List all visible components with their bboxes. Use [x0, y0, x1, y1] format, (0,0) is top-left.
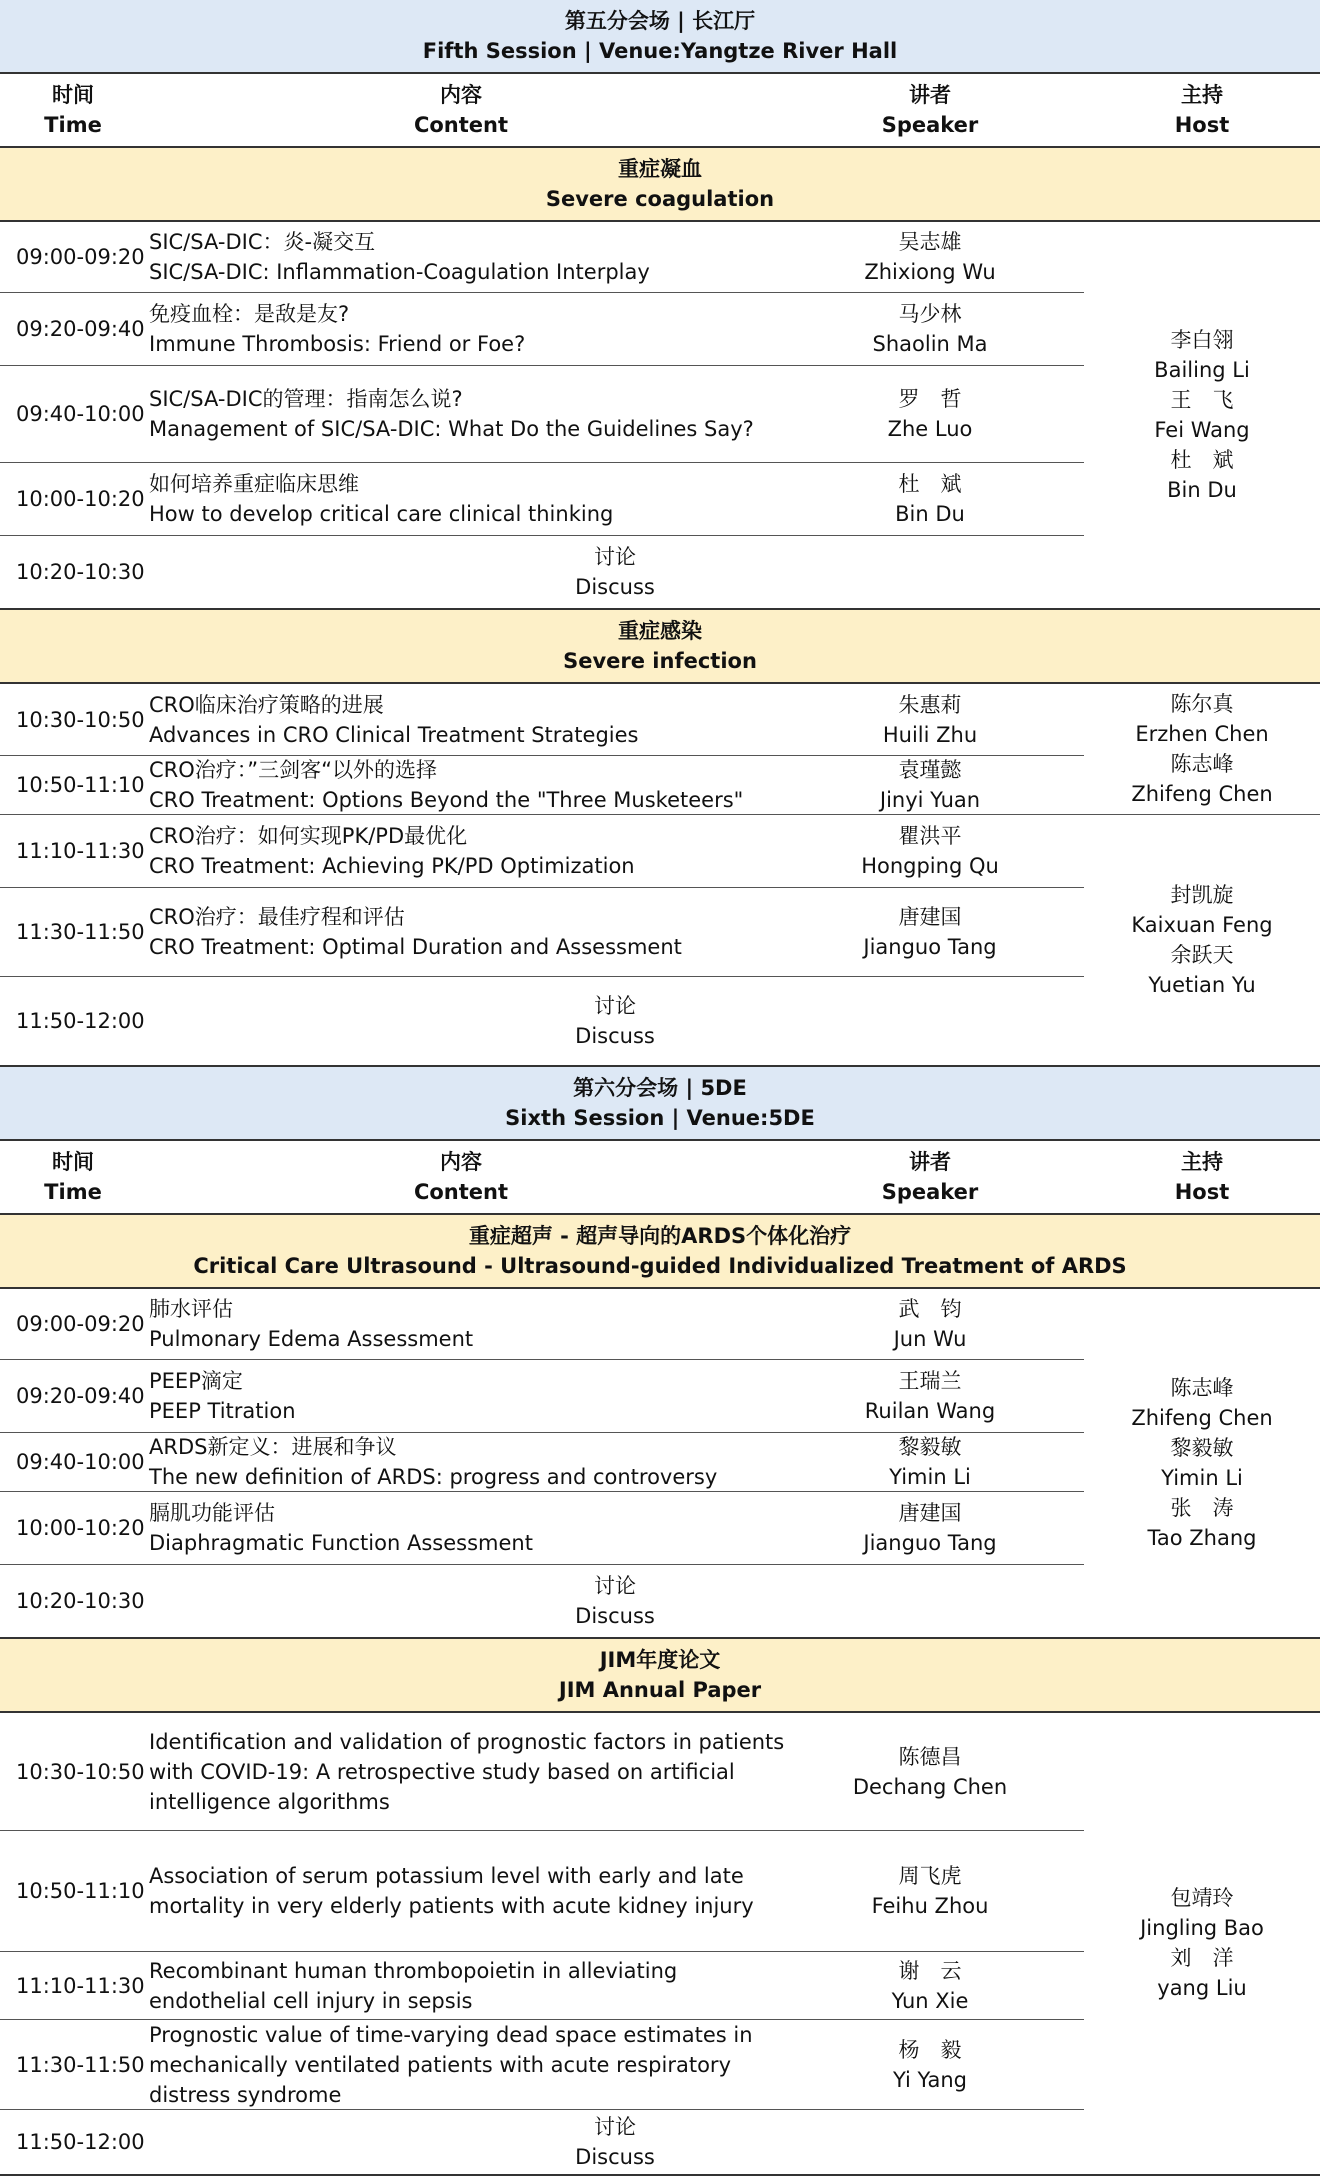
header-host — [1084, 1141, 1320, 1213]
time-text: 09:00-09:20 — [16, 1312, 145, 1336]
header-host-zh: 主持 — [1181, 1150, 1223, 1174]
content-zh: ARDS新定义：进展和争议 — [149, 1435, 397, 1459]
discuss-zh: 讨论 — [594, 2115, 636, 2139]
content-zh: CRO临床治疗策略的进展 — [149, 692, 384, 717]
content-en: Immune Thrombosis: Friend or Foe? — [149, 332, 526, 356]
speaker-en: Zhixiong Wu — [864, 260, 996, 284]
time-text: 11:50-12:00 — [16, 1009, 145, 1033]
header-time — [0, 74, 146, 146]
content-en: Management of SIC/SA-DIC: What Do the Guidelines Say? — [149, 417, 754, 441]
time-text: 09:40-10:00 — [16, 1450, 145, 1474]
content-cell — [149, 1952, 789, 2019]
content-line: Recombinant human thrombopoietin in alleviating — [149, 1958, 678, 1983]
host-name: Yimin Li — [1161, 1466, 1243, 1490]
header-host-zh: 主持 — [1181, 83, 1223, 107]
content-en: CRO Treatment: Optimal Duration and Assessment — [149, 935, 682, 959]
section-title-zh: 重症感染 — [618, 619, 702, 643]
host-name: Bin Du — [1167, 478, 1237, 502]
host-name: 包靖玲 — [1170, 1886, 1234, 1910]
speaker-en: Bin Du — [895, 502, 965, 526]
time-cell — [16, 463, 146, 535]
speaker-en: Dechang Chen — [852, 1774, 1008, 1799]
speaker-zh: 武 钧 — [898, 1297, 962, 1321]
speaker-en: Zhe Luo — [887, 417, 973, 441]
time-cell — [16, 2020, 146, 2109]
time-cell — [16, 536, 146, 608]
content-zh: 肺水评估 — [149, 1297, 233, 1321]
speaker-zh: 杜 斌 — [898, 472, 962, 496]
header-speaker-zh: 讲者 — [909, 83, 951, 107]
content-cell — [149, 815, 789, 887]
speaker-en: Yun Xie — [891, 1988, 969, 2013]
speaker-zh: 袁瑾懿 — [898, 758, 962, 782]
host-name: Kaixuan Feng — [1131, 913, 1273, 937]
host-name: 张 涛 — [1170, 1496, 1234, 1520]
sixth-session-title-zh: 第六分会场 | 5DE — [573, 1076, 747, 1100]
discuss-zh: 讨论 — [594, 1574, 636, 1598]
host-name: Zhifeng Chen — [1131, 1406, 1273, 1430]
discuss-en: Discuss — [575, 1024, 655, 1048]
host-name: 封凯旋 — [1170, 883, 1234, 907]
content-cell — [149, 684, 789, 755]
time-text: 10:20-10:30 — [16, 1589, 145, 1613]
host-name: 王 飞 — [1170, 388, 1234, 412]
header-speaker — [776, 74, 1084, 146]
content-en: Advances in CRO Clinical Treatment Strategies — [149, 722, 639, 747]
content-line: with COVID-19: A retrospective study based on artificial — [149, 1759, 735, 1784]
host-name: Bailing Li — [1154, 358, 1250, 382]
content-line: Prognostic value of time-varying dead space estimates in — [149, 2022, 753, 2047]
speaker-cell — [776, 222, 1084, 292]
speaker-en: Jun Wu — [893, 1327, 967, 1351]
discuss-cell — [146, 1565, 1084, 1637]
speaker-cell — [776, 1492, 1084, 1564]
time-cell — [16, 756, 146, 814]
time-cell — [16, 1831, 146, 1951]
time-text: 11:30-11:50 — [16, 920, 145, 944]
content-en: CRO Treatment: Options Beyond the "Three Musketeers" — [149, 788, 744, 812]
content-zh: 如何培养重症临床思维 — [149, 472, 359, 496]
section-title-en: JIM Annual Paper — [558, 1678, 762, 1702]
content-en: CRO Treatment: Achieving PK/PD Optimization — [149, 854, 635, 878]
speaker-zh: 周飞虎 — [898, 1864, 962, 1888]
host-name: Jingling Bao — [1140, 1916, 1264, 1940]
speaker-zh: 吴志雄 — [898, 230, 962, 254]
section-title-en: Severe coagulation — [545, 187, 775, 211]
content-en: PEEP Titration — [149, 1399, 296, 1423]
speaker-en: Hongping Qu — [861, 854, 999, 878]
content-line: mortality in very elderly patients with acute kidney injury — [149, 1894, 754, 1918]
section-title-en: Critical Care Ultrasound - Ultrasound-guided Individualized Treatment of ARDS — [193, 1254, 1127, 1278]
discuss-en: Discuss — [575, 575, 655, 599]
section-header-jim-paper — [0, 1639, 1320, 1711]
discuss-en: Discuss — [575, 2145, 655, 2169]
host-name: 陈志峰 — [1170, 752, 1234, 776]
content-cell — [149, 1433, 789, 1491]
fifth-session-title-en: Fifth Session | Venue:Yangtze River Hall — [422, 39, 898, 63]
content-zh: 膈肌功能评估 — [149, 1501, 275, 1525]
time-text: 10:00-10:20 — [16, 487, 145, 511]
speaker-en: Feihu Zhou — [871, 1894, 989, 1918]
time-text: 10:20-10:30 — [16, 560, 145, 584]
host-name: 陈尔真 — [1170, 692, 1234, 716]
header-speaker-en: Speaker — [881, 113, 979, 137]
content-zh: SIC/SA-DIC：炎-凝交互 — [149, 230, 376, 254]
time-cell — [16, 1289, 146, 1359]
header-content-zh: 内容 — [440, 83, 482, 107]
speaker-cell — [776, 2020, 1084, 2109]
time-text: 10:30-10:50 — [16, 1759, 145, 1784]
header-content-en: Content — [413, 1180, 509, 1204]
speaker-cell — [776, 684, 1084, 755]
host-name: 李白翎 — [1170, 328, 1234, 352]
header-host-en: Host — [1174, 1180, 1230, 1204]
speaker-cell — [776, 1433, 1084, 1491]
discuss-cell — [146, 536, 1084, 608]
header-time-en: Time — [44, 1180, 102, 1204]
time-cell — [16, 1713, 146, 1830]
content-zh: CRO治疗：”三剑客“以外的选择 — [149, 758, 438, 782]
content-cell — [149, 888, 789, 976]
speaker-zh: 瞿洪平 — [898, 824, 962, 848]
time-text: 11:10-11:30 — [16, 839, 145, 863]
time-cell — [16, 366, 146, 462]
speaker-zh: 谢 云 — [898, 1958, 962, 1983]
content-en: SIC/SA-DIC: Inflammation-Coagulation Interplay — [149, 260, 650, 284]
speaker-zh: 黎毅敏 — [898, 1435, 962, 1459]
speaker-zh: 罗 哲 — [898, 387, 962, 411]
time-cell — [16, 222, 146, 292]
host-name: yang Liu — [1157, 1976, 1247, 2000]
speaker-en: Yi Yang — [892, 2067, 968, 2092]
content-line: distress syndrome — [149, 2082, 342, 2107]
host-name: Yuetian Yu — [1148, 973, 1256, 997]
speaker-zh: 陈德昌 — [898, 1744, 962, 1769]
time-cell — [16, 1433, 146, 1491]
speaker-zh: 王瑞兰 — [898, 1369, 962, 1393]
header-content — [146, 74, 776, 146]
header-speaker-zh: 讲者 — [909, 1150, 951, 1174]
time-text: 10:00-10:20 — [16, 1516, 145, 1540]
speaker-en: Jinyi Yuan — [879, 788, 981, 812]
time-text: 11:50-12:00 — [16, 2130, 145, 2154]
header-content-zh: 内容 — [440, 1150, 482, 1174]
time-text: 09:20-09:40 — [16, 1384, 145, 1408]
section-title-zh: 重症凝血 — [618, 157, 702, 181]
header-host-en: Host — [1174, 113, 1230, 137]
content-cell — [149, 222, 789, 292]
speaker-cell — [776, 815, 1084, 887]
host-name: Fei Wang — [1154, 418, 1250, 442]
section-title-zh: JIM年度论文 — [599, 1648, 721, 1672]
header-content-en: Content — [413, 113, 509, 137]
sixth-session-header — [0, 1067, 1320, 1139]
time-text: 09:40-10:00 — [16, 402, 145, 426]
content-line: mechanically ventilated patients with acute respiratory — [149, 2052, 731, 2077]
time-text: 10:50-11:10 — [16, 773, 145, 797]
content-en: Diaphragmatic Function Assessment — [149, 1531, 533, 1555]
time-text: 11:30-11:50 — [16, 2052, 145, 2077]
speaker-en: Huili Zhu — [882, 722, 978, 747]
section-title-zh: 重症超声 - 超声导向的ARDS个体化治疗 — [468, 1224, 852, 1248]
content-zh: CRO治疗：如何实现PK/PD最优化 — [149, 824, 468, 848]
time-text: 10:30-10:50 — [16, 707, 145, 732]
content-cell — [149, 756, 789, 814]
speaker-cell — [776, 1289, 1084, 1359]
host-name: Tao Zhang — [1147, 1526, 1257, 1550]
header-speaker — [776, 1141, 1084, 1213]
time-cell — [16, 1360, 146, 1432]
content-zh: SIC/SA-DIC的管理：指南怎么说? — [149, 387, 463, 411]
host-name: 黎毅敏 — [1170, 1436, 1234, 1460]
discuss-zh: 讨论 — [594, 994, 636, 1018]
discuss-zh: 讨论 — [594, 545, 636, 569]
content-cell — [149, 1289, 789, 1359]
speaker-zh: 朱惠莉 — [898, 692, 962, 717]
time-cell — [16, 293, 146, 365]
host-cell — [1084, 684, 1320, 814]
speaker-en: Yimin Li — [889, 1465, 971, 1489]
time-cell — [16, 888, 146, 976]
host-name: Zhifeng Chen — [1131, 782, 1273, 806]
time-text: 09:00-09:20 — [16, 245, 145, 269]
speaker-en: Ruilan Wang — [864, 1399, 996, 1423]
header-time — [0, 1141, 146, 1213]
content-en: The new definition of ARDS: progress and controversy — [149, 1465, 718, 1489]
speaker-en: Shaolin Ma — [872, 332, 988, 356]
content-line: intelligence algorithms — [149, 1789, 390, 1814]
content-cell — [149, 2020, 789, 2109]
speaker-cell — [776, 756, 1084, 814]
section-title-en: Severe infection — [563, 649, 757, 673]
host-name: Erzhen Chen — [1135, 722, 1269, 746]
header-time-en: Time — [44, 113, 102, 137]
content-cell — [149, 293, 789, 365]
time-cell — [16, 2110, 146, 2174]
fifth-session-title-zh: 第五分会场 | 长江厅 — [564, 9, 756, 33]
header-time-zh: 时间 — [52, 1150, 94, 1174]
speaker-cell — [776, 1831, 1084, 1951]
header-time-zh: 时间 — [52, 83, 94, 107]
time-cell — [16, 1952, 146, 2019]
content-zh: PEEP滴定 — [149, 1369, 243, 1393]
content-cell — [149, 1713, 789, 1830]
time-text: 11:10-11:30 — [16, 1973, 145, 1998]
speaker-cell — [776, 1360, 1084, 1432]
host-name: 杜 斌 — [1170, 448, 1234, 472]
content-zh: CRO治疗：最佳疗程和评估 — [149, 905, 405, 929]
content-cell — [149, 1360, 789, 1432]
speaker-zh: 唐建国 — [898, 905, 962, 929]
section-header-infection — [0, 610, 1320, 682]
content-line: Identification and validation of prognostic factors in patients — [149, 1729, 785, 1754]
time-cell — [16, 684, 146, 755]
discuss-en: Discuss — [575, 1604, 655, 1628]
content-line: Association of serum potassium level with early and late — [149, 1864, 744, 1888]
content-cell — [149, 1831, 789, 1951]
host-cell — [1084, 222, 1320, 608]
host-cell — [1084, 1713, 1320, 2173]
section-header-coagulation — [0, 148, 1320, 220]
host-cell — [1084, 815, 1320, 1065]
speaker-en: Jianguo Tang — [863, 935, 997, 959]
section-header-ultrasound — [0, 1215, 1320, 1287]
time-cell — [16, 977, 146, 1065]
header-content — [146, 1141, 776, 1213]
speaker-cell — [776, 888, 1084, 976]
speaker-cell — [776, 1713, 1084, 1830]
speaker-zh: 杨 毅 — [898, 2037, 962, 2062]
time-text: 09:20-09:40 — [16, 317, 145, 341]
header-host — [1084, 74, 1320, 146]
time-cell — [16, 1565, 146, 1637]
content-cell — [149, 463, 789, 535]
time-cell — [16, 815, 146, 887]
content-en: Pulmonary Edema Assessment — [149, 1327, 474, 1351]
discuss-cell — [146, 977, 1084, 1065]
content-en: How to develop critical care clinical thinking — [149, 502, 614, 526]
speaker-en: Jianguo Tang — [863, 1531, 997, 1555]
host-name: 余跃天 — [1170, 943, 1234, 967]
content-cell — [149, 366, 789, 462]
host-name: 陈志峰 — [1170, 1376, 1234, 1400]
speaker-cell — [776, 1952, 1084, 2019]
speaker-cell — [776, 366, 1084, 462]
discuss-cell — [146, 2110, 1084, 2174]
host-name: 刘 洋 — [1170, 1946, 1234, 1970]
host-cell — [1084, 1289, 1320, 1637]
header-speaker-en: Speaker — [881, 1180, 979, 1204]
sixth-session-title-en: Sixth Session | Venue:5DE — [505, 1106, 815, 1130]
speaker-zh: 马少林 — [898, 302, 962, 326]
fifth-session-header — [0, 0, 1320, 72]
speaker-zh: 唐建国 — [898, 1501, 962, 1525]
time-cell — [16, 1492, 146, 1564]
speaker-cell — [776, 293, 1084, 365]
content-zh: 免疫血栓：是敌是友? — [149, 302, 350, 326]
speaker-cell — [776, 463, 1084, 535]
content-line: endothelial cell injury in sepsis — [149, 1988, 473, 2013]
time-text: 10:50-11:10 — [16, 1879, 145, 1903]
content-cell — [149, 1492, 789, 1564]
